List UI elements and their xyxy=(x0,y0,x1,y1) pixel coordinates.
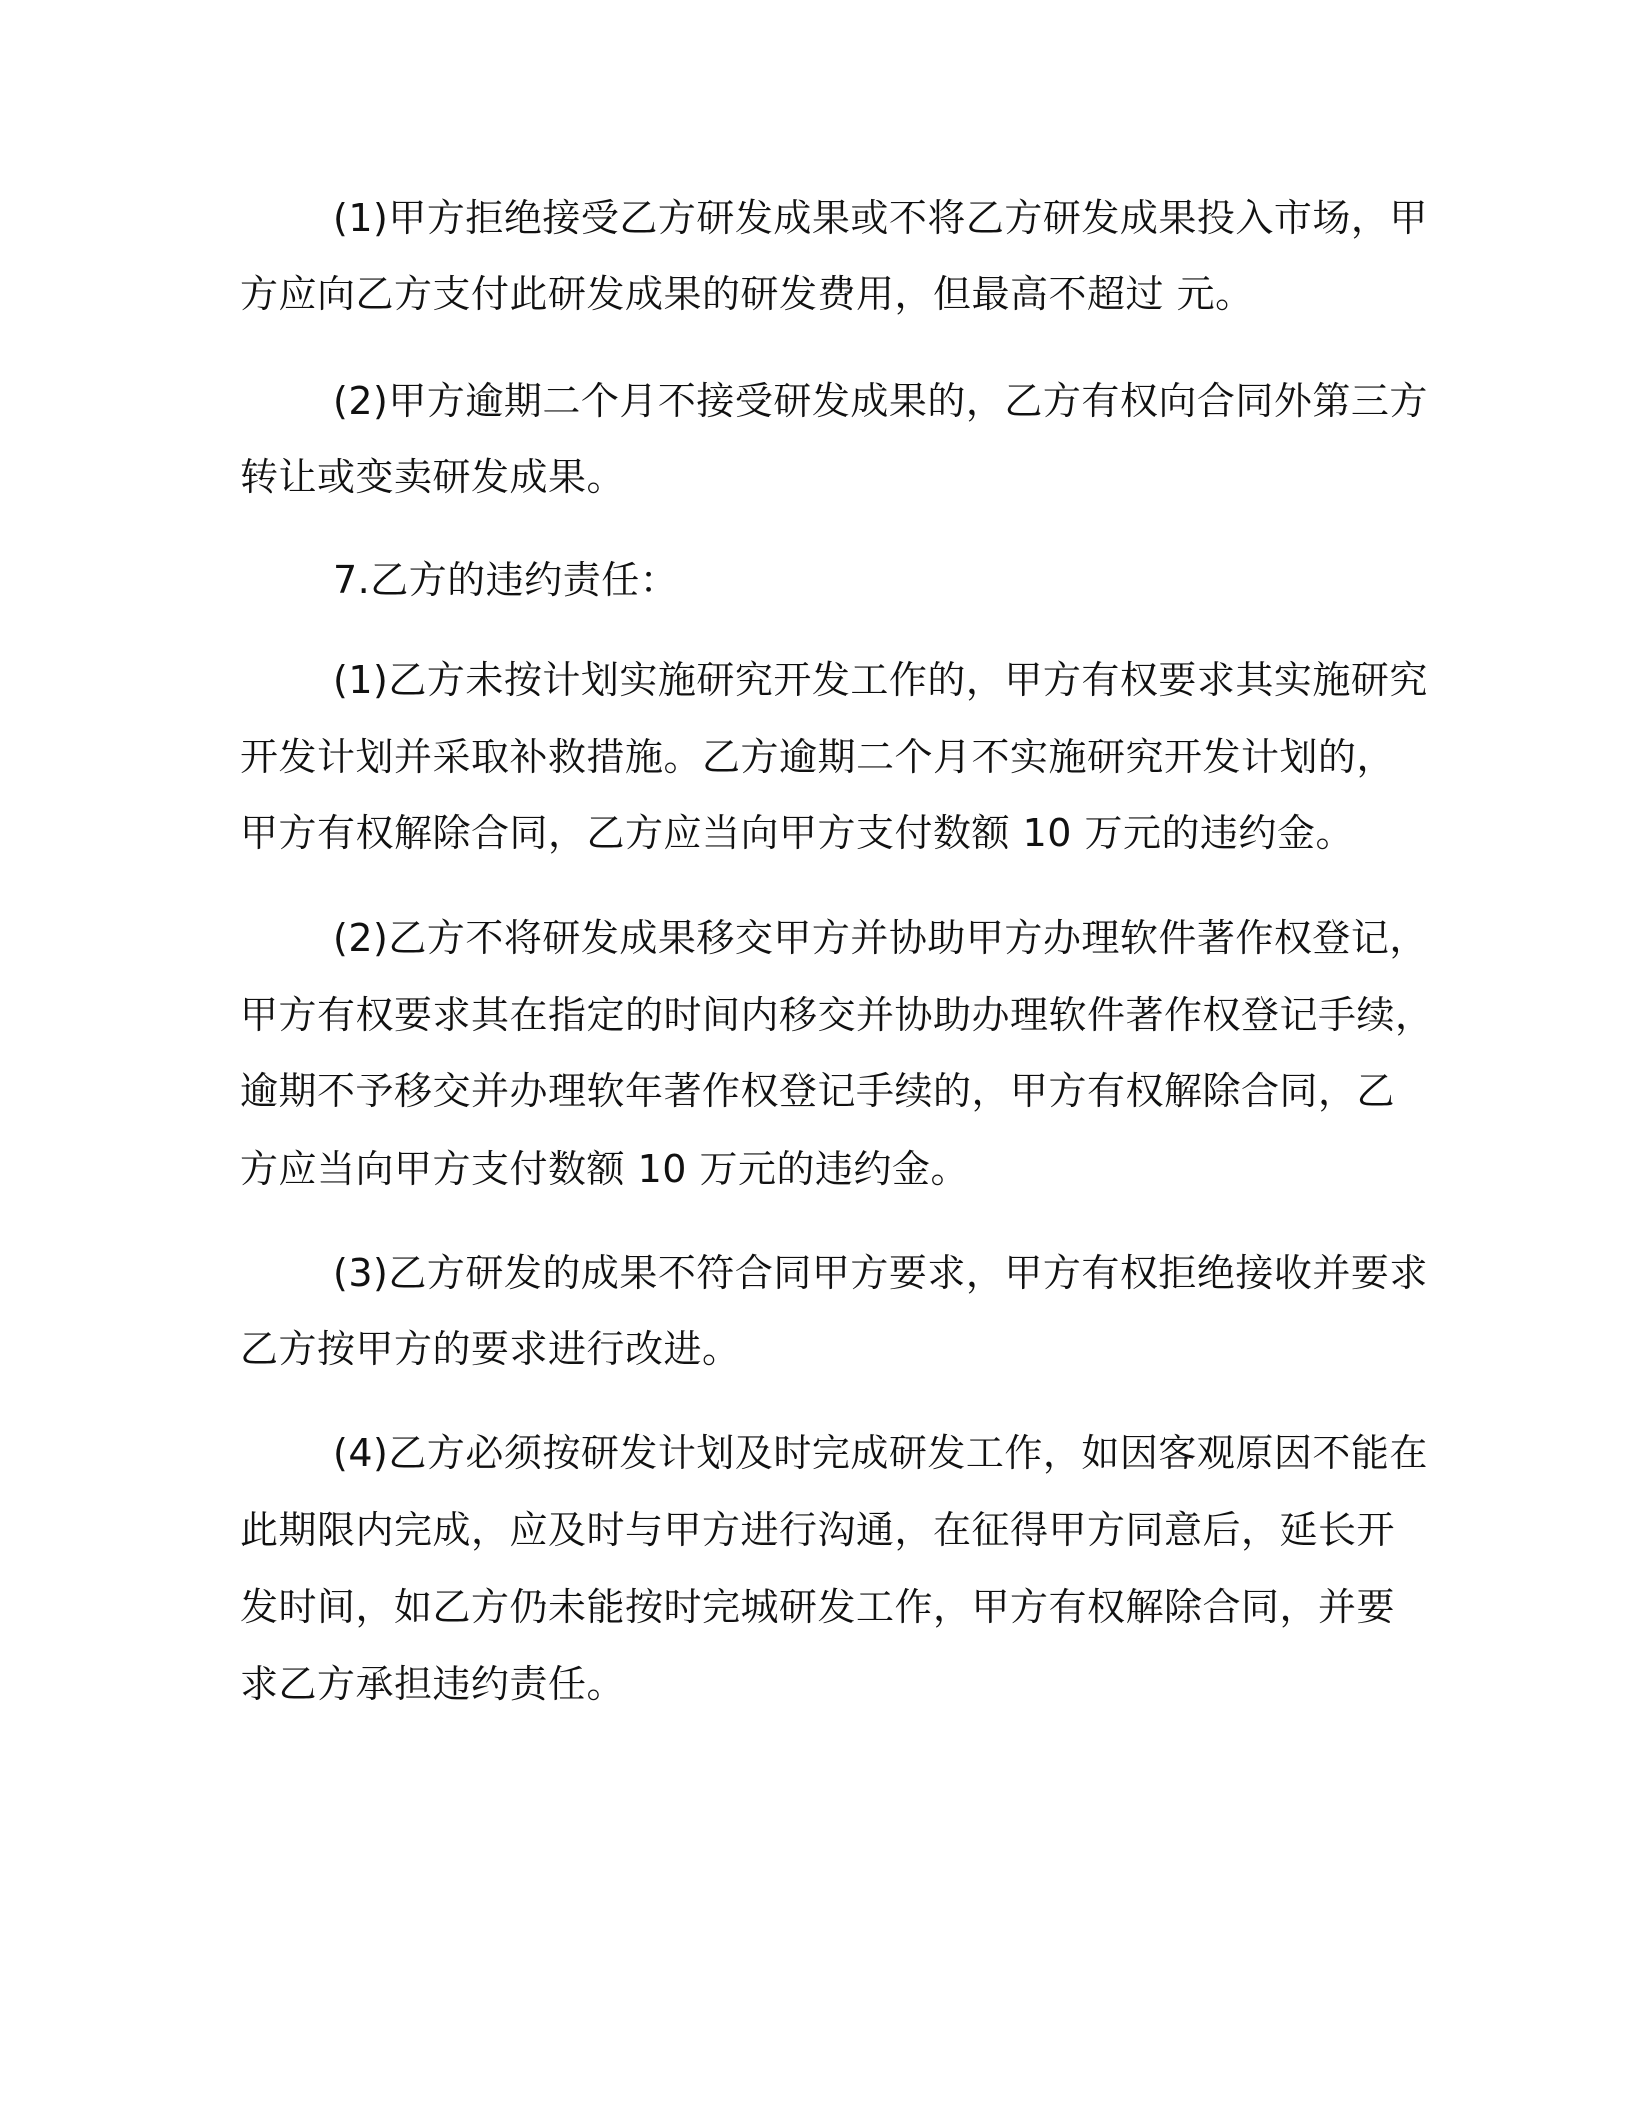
paragraph-6-line-4: 求乙方承担违约责任。 xyxy=(240,1662,626,1706)
paragraph-1-line-2: 方应向乙方支付此研发成果的研发费用，但最高不超过 元。 xyxy=(240,272,1254,316)
paragraph-5-line-1: (3)乙方研发的成果不符合同甲方要求，甲方有权拒绝接收并要求 xyxy=(333,1251,1428,1295)
paragraph-4-line-1: (2)乙方不将研发成果移交甲方并协助甲方办理软件著作权登记， xyxy=(333,916,1428,960)
paragraph-5-line-2: 乙方按甲方的要求进行改进。 xyxy=(240,1327,741,1371)
paragraph-3-line-1: (1)乙方未按计划实施研究开发工作的，甲方有权要求其实施研究 xyxy=(333,658,1428,702)
paragraph-4-line-4: 方应当向甲方支付数额 10 万元的违约金。 xyxy=(240,1147,970,1191)
paragraph-4-line-3: 逾期不予移交并办理软年著作权登记手续的，甲方有权解除合同，乙 xyxy=(240,1069,1396,1113)
section-heading: 7.乙方的违约责任： xyxy=(333,558,679,602)
paragraph-6-line-1: (4)乙方必须按研发计划及时完成研发工作，如因客观原因不能在 xyxy=(333,1431,1428,1475)
paragraph-2-line-2: 转让或变卖研发成果。 xyxy=(240,455,626,499)
paragraph-2-line-1: (2)甲方逾期二个月不接受研发成果的，乙方有权向合同外第三方 xyxy=(333,379,1428,423)
paragraph-3-line-3: 甲方有权解除合同，乙方应当向甲方支付数额 10 万元的违约金。 xyxy=(240,811,1355,855)
paragraph-3-line-2: 开发计划并采取补救措施。乙方逾期二个月不实施研究开发计划的， xyxy=(240,735,1396,779)
paragraph-6-line-2: 此期限内完成，应及时与甲方进行沟通，在征得甲方同意后，延长开 xyxy=(240,1508,1396,1552)
paragraph-4-line-2: 甲方有权要求其在指定的时间内移交并协助办理软件著作权登记手续， xyxy=(240,993,1434,1037)
paragraph-6-line-3: 发时间，如乙方仍未能按时完城研发工作，甲方有权解除合同，并要 xyxy=(240,1585,1396,1629)
paragraph-1-line-1: (1)甲方拒绝接受乙方研发成果或不将乙方研发成果投入市场，甲 xyxy=(333,196,1428,240)
